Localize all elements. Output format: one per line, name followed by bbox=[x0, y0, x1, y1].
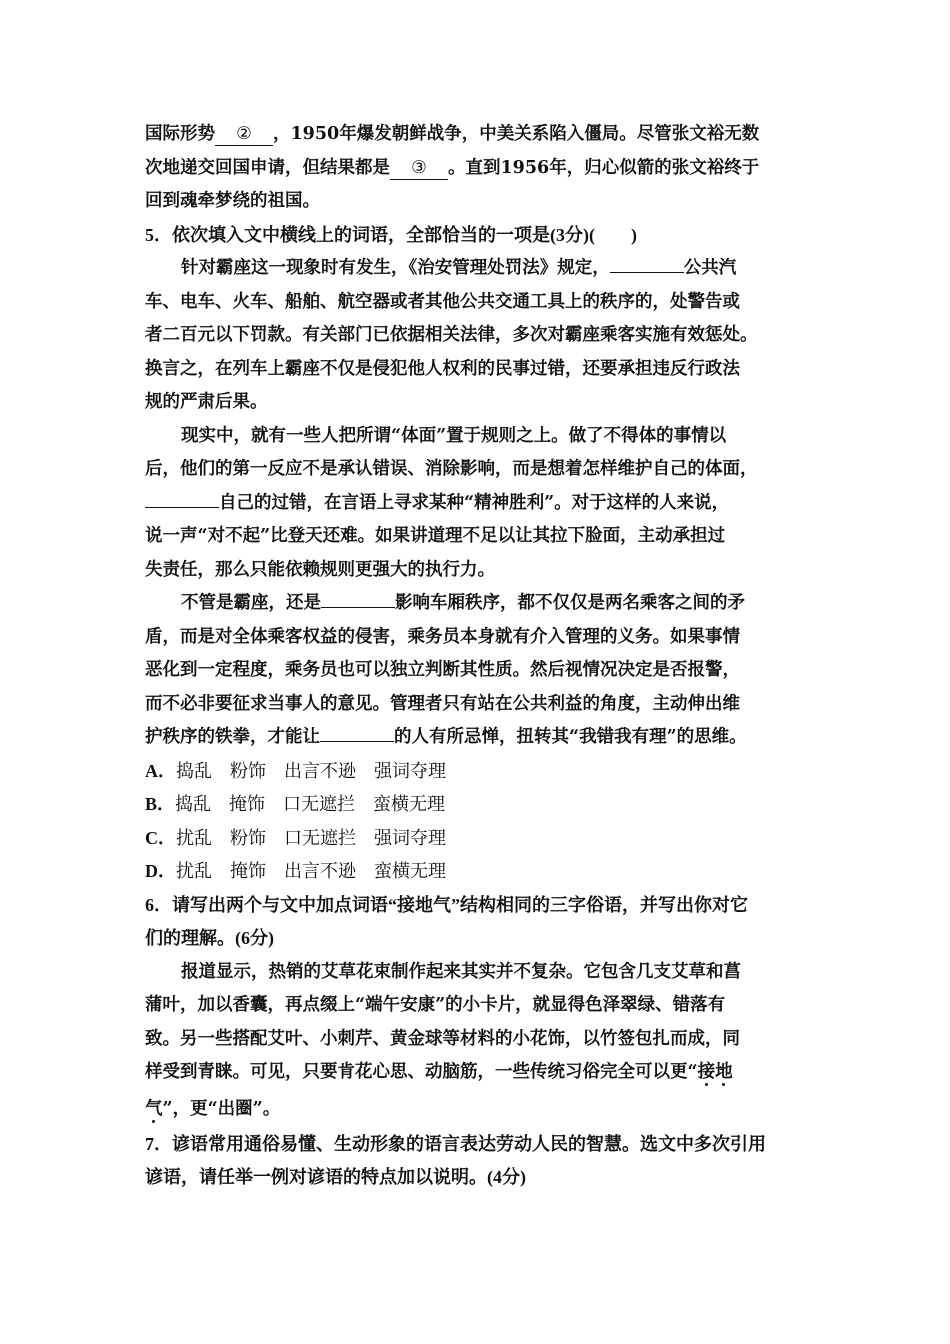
q5-para3-line2: 盾，而是对全体乘客权益的侵害，乘务员本身就有介入管理的义务。如果事情 bbox=[145, 626, 740, 647]
option-c bbox=[145, 822, 815, 856]
text: 护秩序的铁拳，才能让 bbox=[145, 727, 320, 747]
option-d bbox=[145, 855, 815, 889]
option-text: 扰乱 掩饰 出言不逊 蛮横无理 bbox=[176, 861, 446, 881]
q5-para1-line4: 换言之，在列车上霸座不仅是侵犯他人权利的民事过错，还要承担违反行政法 bbox=[145, 358, 740, 379]
question-6-stem-line2: 们的理解。(6分) bbox=[145, 928, 274, 948]
text: 公共汽 bbox=[683, 258, 737, 278]
question-7-stem-line2: 谚语，请任举一例对谚语的特点加以说明。(4分) bbox=[145, 1167, 526, 1187]
text: 的人有所忌惮，扭转其“我错我有理”的思维。 bbox=[394, 727, 747, 747]
q6-para-line2: 蒲叶，加以香囊，再点缀上“端午安康”的小卡片，就显得色泽翠绿、错落有 bbox=[145, 995, 726, 1015]
q5-para2-line5: 失责任，那么只能依赖规则更强大的执行力。 bbox=[145, 559, 495, 580]
q5-para2-line1: 现实中，就有一些人把所谓“体面”置于规则之上。做了不得体的事情以 bbox=[181, 425, 727, 446]
emphasized-char: 接 bbox=[697, 1062, 716, 1082]
option-letter: C． bbox=[145, 827, 176, 848]
text: 。直到1956年，归心似箭的张文裕终于 bbox=[448, 157, 760, 178]
option-letter: B． bbox=[145, 794, 176, 814]
q5-para1-line1 bbox=[145, 252, 815, 286]
blank-line bbox=[321, 587, 395, 608]
blank-line bbox=[610, 252, 684, 273]
text: ，1950年爆发朝鲜战争，中美关系陷入僵局。尽管张文裕无数 bbox=[273, 124, 760, 144]
q6-para-line4 bbox=[145, 1056, 815, 1090]
option-text: 捣乱 掩饰 口无遮拦 蛮横无理 bbox=[175, 794, 446, 814]
text: 影响车厢秩序，都不仅仅是两名乘客之间的矛 bbox=[395, 593, 745, 613]
blank-line bbox=[145, 487, 219, 508]
q5-para1-line5: 规的严肃后果。 bbox=[145, 392, 268, 412]
text: 国际形势 bbox=[145, 124, 215, 144]
filled-blank-2: ② bbox=[215, 123, 273, 146]
option-text: 扰乱 粉饰 口无遮拦 强词夺理 bbox=[176, 827, 446, 848]
option-letter: A． bbox=[145, 760, 176, 781]
q5-para2-line3 bbox=[145, 487, 815, 521]
q6-para-line5 bbox=[145, 1090, 815, 1128]
q5-para3-line5 bbox=[145, 721, 815, 755]
option-a bbox=[145, 755, 815, 789]
q5-para1-line3: 者二百元以下罚款。有关部门已依据相关法律，多次对霸座乘客实施有效惩处。 bbox=[145, 325, 758, 345]
q5-para2-line4: 说一声“对不起”比登天还难。如果讲道理不足以让其拉下脸面，主动承担过 bbox=[145, 526, 726, 546]
text: 针对霸座这一现象时有发生，《治安管理处罚法》规定， bbox=[181, 258, 610, 278]
question-5-stem: 5．依次填入文中横线上的词语，全部恰当的一项是(3分)( ) bbox=[145, 224, 637, 245]
q5-para2-line2: 后，他们的第一反应不是承认错误、消除影响，而是想着怎样维护自己的体面， bbox=[145, 459, 758, 479]
option-text: 捣乱 粉饰 出言不逊 强词夺理 bbox=[176, 760, 446, 781]
filled-blank-3: ③ bbox=[390, 157, 448, 180]
question-7-stem-line1: 7．谚语常用通俗易懂、生动形象的语言表达劳动人民的智慧。选文中多次引用 bbox=[145, 1133, 766, 1154]
intro-line-3: 回到魂牵梦绕的祖国。 bbox=[145, 191, 320, 211]
intro-line-1 bbox=[145, 118, 815, 152]
option-b bbox=[145, 788, 815, 822]
text: ”，更“出圈”。 bbox=[162, 1098, 281, 1119]
intro-line-2 bbox=[145, 152, 815, 186]
question-6-stem-line1: 6．请写出两个与文中加点词语“接地气”结构相同的三字俗语，并写出你对它 bbox=[145, 894, 748, 915]
q5-para3-line3: 恶化到一定程度，乘务员也可以独立判断其性质。然后视情况决定是否报警， bbox=[145, 660, 740, 680]
text: 不管是霸座，还是 bbox=[181, 593, 321, 613]
text: 自己的过错，在言语上寻求某种“精神胜利”。对于这样的人来说， bbox=[219, 492, 730, 513]
q5-para1-line2: 车、电车、火车、船舶、航空器或者其他公共交通工具上的秩序的，处警告或 bbox=[145, 291, 740, 312]
text: 样受到青睐。可见，只要肯花心思、动脑筋，一些传统习俗完全可以更“ bbox=[145, 1062, 698, 1082]
option-letter: D． bbox=[145, 861, 176, 881]
text: 次地递交回国申请，但结果都是 bbox=[145, 157, 390, 178]
emphasized-char: 气 bbox=[145, 1098, 163, 1119]
document-page bbox=[145, 118, 815, 1195]
emphasized-char: 地 bbox=[715, 1062, 733, 1082]
q5-para3-line1 bbox=[145, 587, 815, 621]
q5-para3-line4: 而不必非要征求当事人的意见。管理者只有站在公共利益的角度，主动伸出维 bbox=[145, 693, 740, 714]
blank-line bbox=[320, 721, 394, 742]
q6-para-line1: 报道显示，热销的艾草花束制作起来其实并不复杂。它包含几支艾草和菖 bbox=[181, 961, 741, 982]
q6-para-line3: 致。另一些搭配艾叶、小刺芹、黄金球等材料的小花饰，以竹签包扎而成，同 bbox=[145, 1028, 740, 1049]
